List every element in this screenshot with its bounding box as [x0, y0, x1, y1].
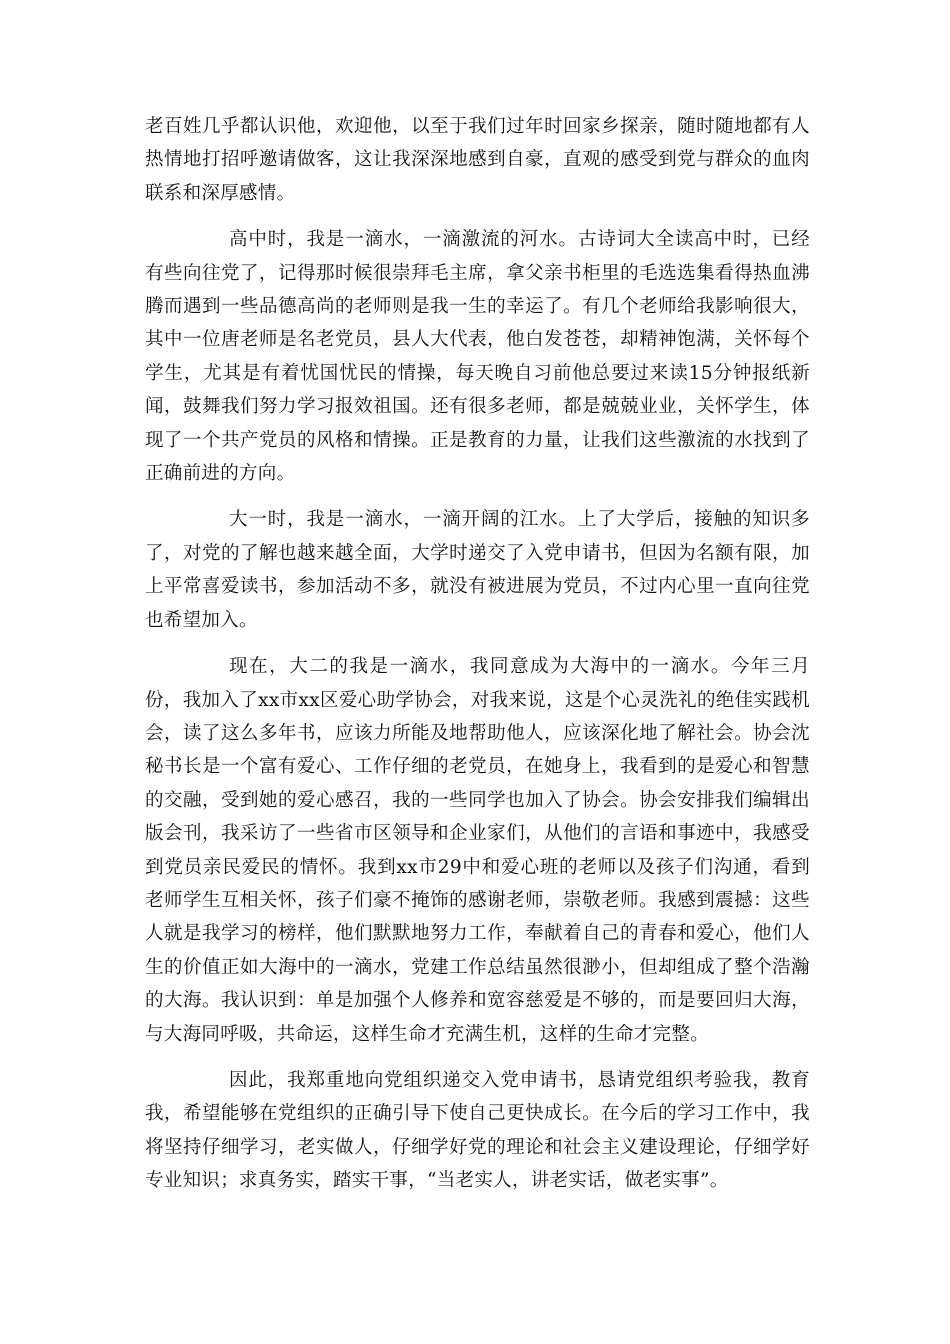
paragraph-3: 大一时，我是一滴水，一滴开阔的江水。上了大学后，接触的知识多了，对党的了解也越来越全面，大学时递交了入党申请书，但因为名额有限，加上平常喜爱读书，参加活动不多，就没有被进展为党员，不过内心里一直向往党也希望加入。 [145, 509, 810, 631]
paragraph-4: 现在，大二的我是一滴水，我同意成为大海中的一滴水。今年三月份，我加入了xx市xx区爱心助学协会，对我来说，这是个心灵洗礼的绝佳实践机会，读了这么多年书，应该力所能及地帮助他人，应该深化地了解社会。协会沈秘书长是一个富有爱心、工作仔细的老党员，在她身上，我看到的是爱心和智慧的交融，受到她的爱心感召，我的一些同学也加入了协会。协会安排我们编辑出版会刊，我采访了一些省市区领导和企业家们，从他们的言语和事迹中，我感受到党员亲民爱民的情怀。我到xx市29中和爱心班的老师以及孩子们沟通，看到老师学生互相关怀，孩子们豪不掩饰的感谢老师，崇敬老师。我感到震撼：这些人就是我学习的榜样，他们默默地努力工作，奉献着自己的青春和爱心，他们人生的价值正如大海中的一滴水，党建工作总结虽然很渺小，但却组成了整个浩瀚的大海。我认识到：单是加强个人修养和宽容慈爱是不够的，而是要回归大海，与大海同呼吸，共命运，这样生命才充满生机，这样的生命才完整。 [145, 656, 810, 1045]
document-body [145, 110, 810, 1211]
paragraph-1: 老百姓几乎都认识他，欢迎他，以至于我们过年时回家乡探亲，随时随地都有人热情地打招呼邀请做客，这让我深深地感到自豪，直观的感受到党与群众的血肉联系和深厚感情。 [145, 116, 810, 204]
paragraph-2: 高中时，我是一滴水，一滴激流的河水。古诗词大全读高中时，已经有些向往党了，记得那时候很崇拜毛主席，拿父亲书柜里的毛选选集看得热血沸腾而遇到一些品德高尚的老师则是我一生的幸运了。有几个老师给我影响很大，其中一位唐老师是名老党员，县人大代表，他白发苍苍，却精神饱满，关怀每个学生，尤其是有着忧国忧民的情操，每天晚自习前他总要过来读15分钟报纸新闻，鼓舞我们努力学习报效祖国。还有很多老师，都是兢兢业业，关怀学生，体现了一个共产党员的风格和情操。正是教育的力量，让我们这些激流的水找到了正确前进的方向。 [145, 229, 810, 485]
paragraph-5: 因此，我郑重地向党组织递交入党申请书，恳请党组织考验我，教育我，希望能够在党组织的正确引导下使自己更快成长。在今后的学习工作中，我将坚持仔细学习，老实做人，仔细学好党的理论和社会主义建设理论，仔细学好专业知识；求真务实，踏实干事，“当老实人，讲老实话，做老实事”。 [145, 1069, 810, 1192]
